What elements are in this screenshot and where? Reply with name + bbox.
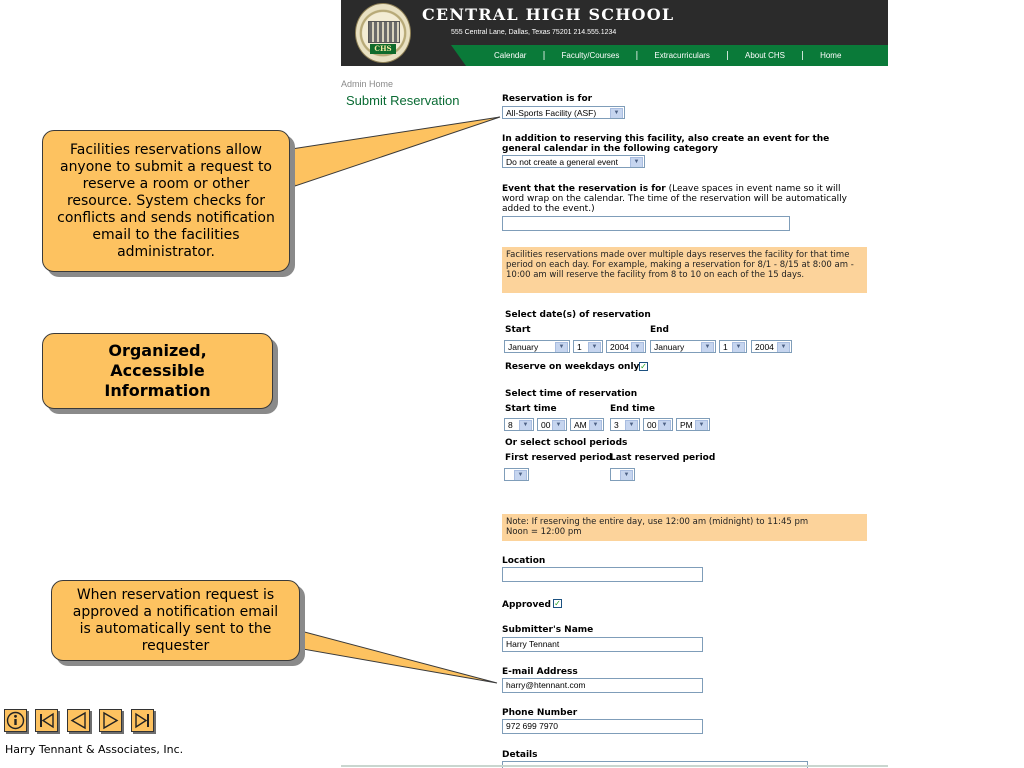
callout-approved-email-text: When reservation request is approved a notification email is automatically sent to the requester (72, 586, 279, 654)
nav-separator: | (725, 50, 729, 61)
last-slide-button[interactable] (131, 709, 154, 732)
first-period-label: First reserved period (505, 453, 613, 463)
info-icon (5, 710, 26, 731)
callout-approved-email (51, 580, 300, 661)
nav-separator: | (542, 50, 546, 61)
start-day-value: 1 (577, 342, 582, 352)
callout-pointer-approved (297, 630, 497, 683)
weekdays-only-checkbox[interactable]: ✓ (640, 362, 647, 371)
chevron-down-icon: ▼ (695, 420, 708, 431)
nav-about-chs[interactable]: About CHS (744, 51, 786, 60)
multi-day-note: Facilities reservations made over multiple days reserves the facility for that time period on each day. For example, making a reservation for 8/1 - 8/15 at 8:00 am - 10:00 am will reserve the facility from 8 to 10 on each of the 15 days. (502, 247, 867, 293)
event-name-hint: (Leave spaces in event name so it will word wrap on the calendar. The time of the reservation will be automatically added to the event.) (502, 184, 847, 214)
periods-heading: Or select school periods (505, 438, 628, 448)
page-title: Submit Reservation (346, 93, 460, 108)
chevron-down-icon: ▼ (552, 420, 565, 431)
callout-organized-text: Organized, Accessible Information (104, 341, 211, 400)
nav-extracurriculars[interactable]: Extracurriculars (654, 51, 710, 60)
email-input[interactable]: harry@htennant.com (502, 678, 703, 693)
start-time-label: Start time (505, 404, 557, 414)
next-slide-icon (100, 710, 121, 731)
site-header (341, 0, 888, 66)
end-minute-value: 00 (647, 420, 657, 430)
nav-faculty-courses[interactable]: Faculty/Courses (561, 51, 620, 60)
nav-separator: | (801, 50, 805, 61)
start-hour-value: 8 (508, 420, 513, 430)
school-seal-logo (355, 3, 411, 63)
previous-slide-icon (68, 710, 89, 731)
last-period-select[interactable] (610, 468, 635, 481)
last-slide-icon (132, 710, 153, 731)
end-minute-select[interactable] (643, 418, 673, 431)
phone-label: Phone Number (502, 708, 578, 718)
end-day-select[interactable] (719, 340, 747, 353)
phone-input[interactable]: 972 699 7970 (502, 719, 703, 734)
start-hour-select[interactable] (504, 418, 534, 431)
previous-slide-button[interactable] (67, 709, 90, 732)
nav-separator: | (635, 50, 639, 61)
start-ampm-select[interactable] (570, 418, 604, 431)
start-month-value: January (508, 342, 539, 352)
approved-label: Approved (502, 600, 551, 610)
start-day-select[interactable] (573, 340, 603, 353)
email-label: E-mail Address (502, 667, 578, 677)
approved-checkbox[interactable]: ✓ (554, 599, 561, 608)
end-ampm-select[interactable] (676, 418, 710, 431)
chevron-down-icon: ▼ (631, 342, 644, 353)
footer-company: Harry Tennant & Associates, Inc. (5, 743, 184, 756)
event-name-input[interactable] (502, 216, 790, 231)
start-minute-value: 00 (541, 420, 551, 430)
page-bottom-divider (341, 765, 888, 767)
chevron-down-icon: ▼ (732, 342, 745, 353)
callout-pointer-facilities (285, 117, 500, 186)
location-input[interactable] (502, 567, 703, 582)
breadcrumb-admin-home[interactable]: Admin Home (341, 79, 394, 89)
end-ampm-value: PM (680, 420, 693, 430)
start-date-label: Start (505, 325, 531, 335)
chevron-down-icon: ▼ (630, 157, 643, 168)
submitter-name-label: Submitter's Name (502, 625, 594, 635)
end-date-label: End (650, 325, 669, 335)
end-hour-select[interactable] (610, 418, 640, 431)
first-slide-button[interactable] (35, 709, 58, 732)
times-heading: Select time of reservation (505, 389, 638, 399)
reservation-for-select[interactable] (502, 106, 625, 119)
chevron-down-icon: ▼ (777, 342, 790, 353)
chevron-down-icon: ▼ (588, 342, 601, 353)
navbar-wedge (451, 45, 466, 66)
end-month-select[interactable] (650, 340, 716, 353)
last-period-label: Last reserved period (610, 453, 716, 463)
end-hour-value: 3 (614, 420, 619, 430)
event-name-label-block (502, 184, 864, 214)
start-minute-select[interactable] (537, 418, 567, 431)
chevron-down-icon: ▼ (555, 342, 568, 353)
callout-facilities (42, 130, 290, 272)
school-name: CENTRAL HIGH SCHOOL (422, 5, 675, 24)
start-year-value: 2004 (610, 342, 629, 352)
reservation-for-label: Reservation is for (502, 94, 593, 104)
dates-heading: Select date(s) of reservation (505, 310, 651, 320)
nav-calendar[interactable]: Calendar (494, 51, 527, 60)
end-day-value: 1 (723, 342, 728, 352)
location-label: Location (502, 556, 546, 566)
main-nav (466, 45, 888, 66)
chevron-down-icon: ▼ (658, 420, 671, 431)
next-slide-button[interactable] (99, 709, 122, 732)
chevron-down-icon: ▼ (514, 470, 527, 481)
chevron-down-icon: ▼ (625, 420, 638, 431)
info-button[interactable] (4, 709, 27, 732)
end-month-value: January (654, 342, 685, 352)
school-address: 555 Central Lane, Dallas, Texas 75201 214.555.1234 (451, 29, 617, 36)
chevron-down-icon: ▼ (610, 108, 623, 119)
event-name-label: Event that the reservation is for (502, 184, 666, 194)
start-year-select[interactable] (606, 340, 646, 353)
calendar-category-value: Do not create a general event (506, 157, 618, 167)
first-period-select[interactable] (504, 468, 529, 481)
school-building-icon (368, 21, 400, 43)
start-month-select[interactable] (504, 340, 570, 353)
details-label: Details (502, 750, 538, 760)
start-ampm-value: AM (574, 420, 587, 430)
chevron-down-icon: ▼ (620, 470, 633, 481)
time-note: Note: If reserving the entire day, use 12:00 am (midnight) to 11:45 pm Noon = 12:00 pm (502, 514, 867, 541)
end-year-select[interactable] (751, 340, 792, 353)
chevron-down-icon: ▼ (701, 342, 714, 353)
first-slide-icon (36, 710, 57, 731)
calendar-category-select[interactable] (502, 155, 645, 168)
callout-organized (42, 333, 273, 409)
end-year-value: 2004 (755, 342, 774, 352)
reservation-for-value: All-Sports Facility (ASF) (506, 108, 597, 118)
callout-facilities-text: Facilities reservations allow anyone to submit a request to reserve a room or other resource. System checks for conflicts and sends notification email to the facilities administrator. (57, 141, 275, 260)
nav-home[interactable]: Home (820, 51, 842, 60)
chevron-down-icon: ▼ (589, 420, 602, 431)
end-time-label: End time (610, 404, 655, 414)
weekdays-only-label: Reserve on weekdays only (505, 362, 640, 372)
chevron-down-icon: ▼ (519, 420, 532, 431)
calendar-category-label: In addition to reserving this facility, also create an event for the general calendar in the following category (502, 134, 830, 154)
submitter-name-input[interactable]: Harry Tennant (502, 637, 703, 652)
seal-text: CHS (370, 44, 396, 54)
